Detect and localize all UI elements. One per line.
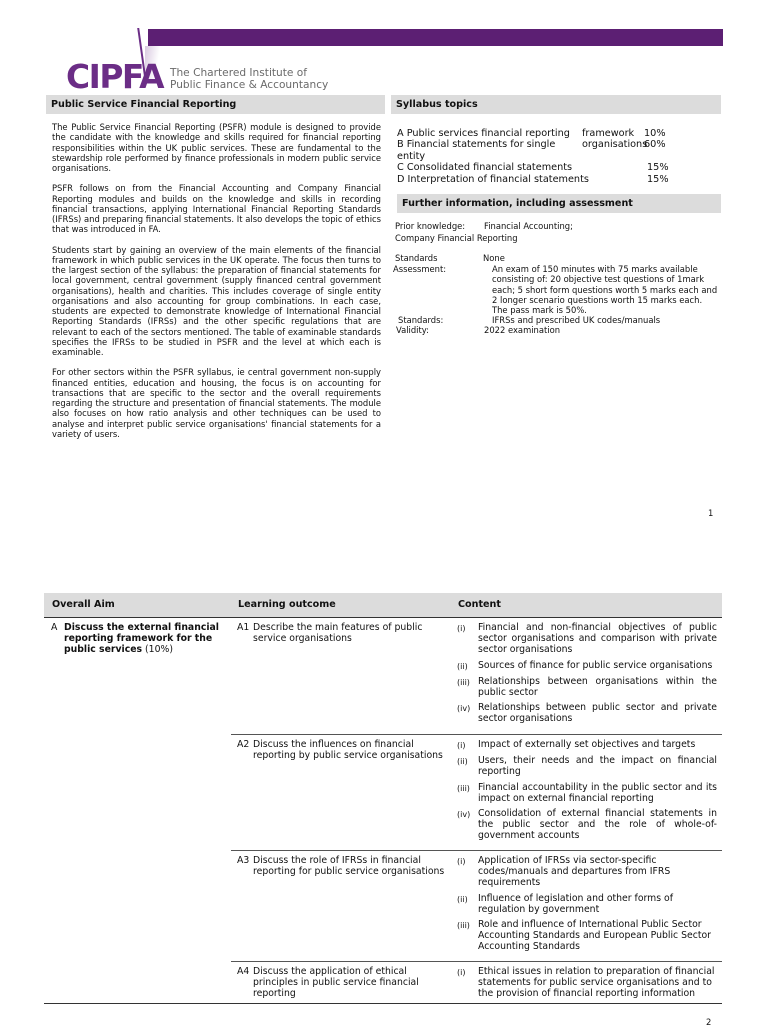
- intro-paragraph-4: For other sectors within the PSFR syllabus, ie central government non-supply financed entities, education and housing, the focus is on accounting for transactions that are specific to the sector and the overall requirements regarding the structure and presentation of financial statements. The module also focuses on how ratio analysis and other techniques can be used to analyse and interpret public service organisations' financial statements for a variety of users.: [52, 367, 381, 439]
- learning-outcome-text: Discuss the application of ethical principles in public service financial reporting: [253, 966, 419, 1000]
- content-item-num: (ii): [457, 894, 468, 904]
- overall-aim-pct: (10%): [145, 644, 173, 656]
- overall-aim-code: A: [51, 622, 58, 633]
- content-item-text: Financial and non-financial objectives of public sector organisations and comparison with private sector organisations: [478, 622, 717, 656]
- page-number-2: 2: [706, 1017, 712, 1027]
- learning-outcome-code: A2: [237, 739, 250, 750]
- content-item-num: (i): [457, 741, 466, 750]
- syllabus-topic-label: D Interpretation of financial statements: [397, 173, 589, 185]
- overall-aim: [51, 622, 231, 656]
- table-header-outcome: Learning outcome: [238, 599, 336, 611]
- content-item-text: Consolidation of external financial statements in the public sector and the role of whole-of-government accounts: [478, 808, 717, 842]
- assessment-value: An exam of 150 minutes with 75 marks available consisting of: 20 objective test questions of 1mark each; 5 short form questions worth 5 marks each and 2 longer scenario questions worth 15 marks each. The pass mark is 50%.: [492, 264, 718, 316]
- content-item-text: Application of IFRSs via sector-specific codes/manuals and departures from IFRS requirements: [478, 855, 671, 889]
- content-item-text: Financial accountability in the public sector and its impact on external financial reporting: [478, 781, 717, 804]
- content-list-a2: [457, 739, 717, 846]
- learning-outcome-text: Discuss the influences on financial reporting by public service organisations: [253, 739, 443, 762]
- content-list-a1: [457, 622, 717, 729]
- learning-outcome-a2: [237, 739, 449, 761]
- section-title-further-info-text: Further information, including assessment: [402, 197, 633, 209]
- content-item: [457, 622, 717, 656]
- content-item-num: (ii): [457, 661, 468, 671]
- content-item: [457, 755, 717, 777]
- section-title-psfr: [46, 95, 385, 114]
- section-title-syllabus: [391, 95, 721, 114]
- content-item: [457, 702, 717, 724]
- standards-2-label: Standards:: [398, 315, 444, 325]
- intro-paragraph-3: Students start by gaining an overview of the main elements of the financial framework in which public services in the UK operate. The focus then turns to the largest section of the syllabus: the preparation of financial statements for local government, central government (supply financed central government organisations), health and charities. This includes coverage of single entity organisations and also accounting for group combinations. In each case, students are expected to demonstrate knowledge of International Financial Reporting Standards (IFRSs) and the other specific regulations that are relevant to each of the sectors mentioned. The table of examinable standards specifies the IFRSs to be studied in PSFR and the level at which each is examinable.: [52, 244, 381, 357]
- content-item-text: Ethical issues in relation to preparation of financial statements for public service organisations and to the provision of financial reporting information: [478, 966, 715, 1000]
- intro-paragraph-1: The Public Service Financial Reporting (PSFR) module is designed to provide the candidate with the knowledge and skills required for financial reporting responsibilities within the UK public services. These are fundamental to the stewardship role performed by finance professionals in modern public service organisations.: [52, 122, 381, 173]
- content-item-text: Sources of finance for public service organisations: [478, 659, 713, 671]
- table-header-content: Content: [458, 599, 501, 611]
- content-item: [457, 676, 717, 698]
- learning-outcome-code: A1: [237, 622, 250, 633]
- content-item-text: Users, their needs and the impact on financial reporting: [478, 755, 717, 778]
- content-item: [457, 660, 717, 672]
- row-divider: [231, 961, 722, 962]
- syllabus-topic: [397, 139, 722, 162]
- syllabus-topic-label: C Consolidated financial statements: [397, 162, 573, 174]
- section-title-further-info: [397, 194, 721, 213]
- intro-paragraph-2: PSFR follows on from the Financial Accounting and Company Financial Reporting modules and builds on the knowledge and skills in recording financial transactions, applying International Financial Reporting Standards (IFRSs) and preparing financial statements. It also develops the topic of ethics that was introduced in FA.: [52, 183, 381, 235]
- content-item: [457, 782, 717, 804]
- content-item: [457, 855, 717, 889]
- syllabus-topic-pct: 60%: [644, 139, 666, 151]
- content-list-a4: [457, 966, 717, 1004]
- prior-knowledge-value-2: Company Financial Reporting: [395, 233, 518, 243]
- table-header: [44, 593, 722, 618]
- row-divider: [231, 850, 722, 851]
- logo-subtitle-line1: The Chartered Institute of: [170, 67, 308, 79]
- content-item-num: (iv): [457, 704, 471, 714]
- standards-2-value: IFRSs and prescribed UK codes/manuals: [492, 315, 661, 325]
- content-item-num: (i): [457, 624, 466, 633]
- row-divider: [231, 734, 722, 735]
- learning-outcome-a4: [237, 966, 449, 1000]
- logo-subtitle-line2: Public Finance & Accountancy: [170, 78, 329, 91]
- syllabus-topic-extra: organisations: [582, 139, 648, 151]
- content-item: [457, 739, 717, 751]
- intro-text: [52, 122, 381, 439]
- content-item: [457, 808, 717, 842]
- content-item-text: Relationships between public sector and private sector organisations: [478, 702, 717, 725]
- overall-aim-bold: Discuss the external financial reporting framework for the public services: [64, 622, 219, 656]
- content-item-num: (iii): [457, 783, 470, 793]
- syllabus-topic: [397, 128, 722, 139]
- content-item-text: Relationships between organisations within the public sector: [478, 675, 717, 699]
- syllabus-topic-list: [397, 128, 722, 185]
- content-item-text: Influence of legislation and other forms of regulation by government: [478, 892, 673, 915]
- standards-label: Standards: [395, 253, 438, 263]
- learning-outcome-text: Describe the main features of public service organisations: [253, 622, 423, 645]
- learning-outcome-a3: [237, 855, 449, 877]
- syllabus-topic: [397, 174, 722, 185]
- section-title-syllabus-text: Syllabus topics: [396, 98, 478, 110]
- learning-outcome-code: A4: [237, 966, 250, 977]
- syllabus-topic-extra: framework: [582, 128, 635, 139]
- content-item-text: Role and influence of International Public Sector Accounting Standards and European Public Sector Accounting Standards: [478, 919, 712, 953]
- standards-value: None: [483, 253, 505, 263]
- content-item: [457, 919, 717, 953]
- content-item-num: (ii): [457, 757, 468, 767]
- content-item: [457, 893, 717, 915]
- table-header-aim: Overall Aim: [52, 599, 115, 611]
- content-item-num: (i): [457, 857, 466, 866]
- content-item-text: Impact of externally set objectives and targets: [478, 739, 696, 750]
- learning-outcome-code: A3: [237, 855, 250, 866]
- syllabus-topic-pct: 15%: [647, 162, 669, 174]
- cipfa-logo: [66, 56, 166, 92]
- content-list-a3: [457, 855, 717, 957]
- logo-subtitle: [170, 68, 328, 91]
- page-number: 1: [708, 508, 714, 518]
- content-item-num: (iii): [457, 677, 470, 687]
- validity-label: Validity:: [396, 325, 429, 335]
- section-title-psfr-text: Public Service Financial Reporting: [51, 98, 237, 110]
- header-band-bar: [148, 29, 723, 46]
- syllabus-topic-pct: 10%: [644, 128, 666, 139]
- learning-outcome-text: Discuss the role of IFRSs in financial reporting for public service organisations: [253, 855, 445, 878]
- syllabus-table: [44, 593, 722, 618]
- syllabus-topic-label: B Financial statements for single entity: [397, 139, 556, 162]
- learning-outcome-a1: [237, 622, 449, 644]
- prior-knowledge-label: Prior knowledge:: [395, 221, 466, 231]
- prior-knowledge-value: Financial Accounting;: [484, 221, 573, 231]
- overall-aim-text: [64, 622, 231, 656]
- syllabus-topic-label: A Public services financial reporting: [397, 128, 570, 139]
- content-item-num: (i): [457, 968, 466, 977]
- syllabus-topic: [397, 162, 722, 173]
- validity-value: 2022 examination: [484, 325, 561, 335]
- content-item-num: (iii): [457, 921, 470, 931]
- content-item-num: (iv): [457, 810, 471, 820]
- syllabus-topic-pct: 15%: [647, 173, 669, 185]
- content-item: [457, 966, 717, 1000]
- assessment-label: Assessment:: [393, 264, 447, 274]
- svg-text:CIPFA: CIPFA: [66, 57, 165, 92]
